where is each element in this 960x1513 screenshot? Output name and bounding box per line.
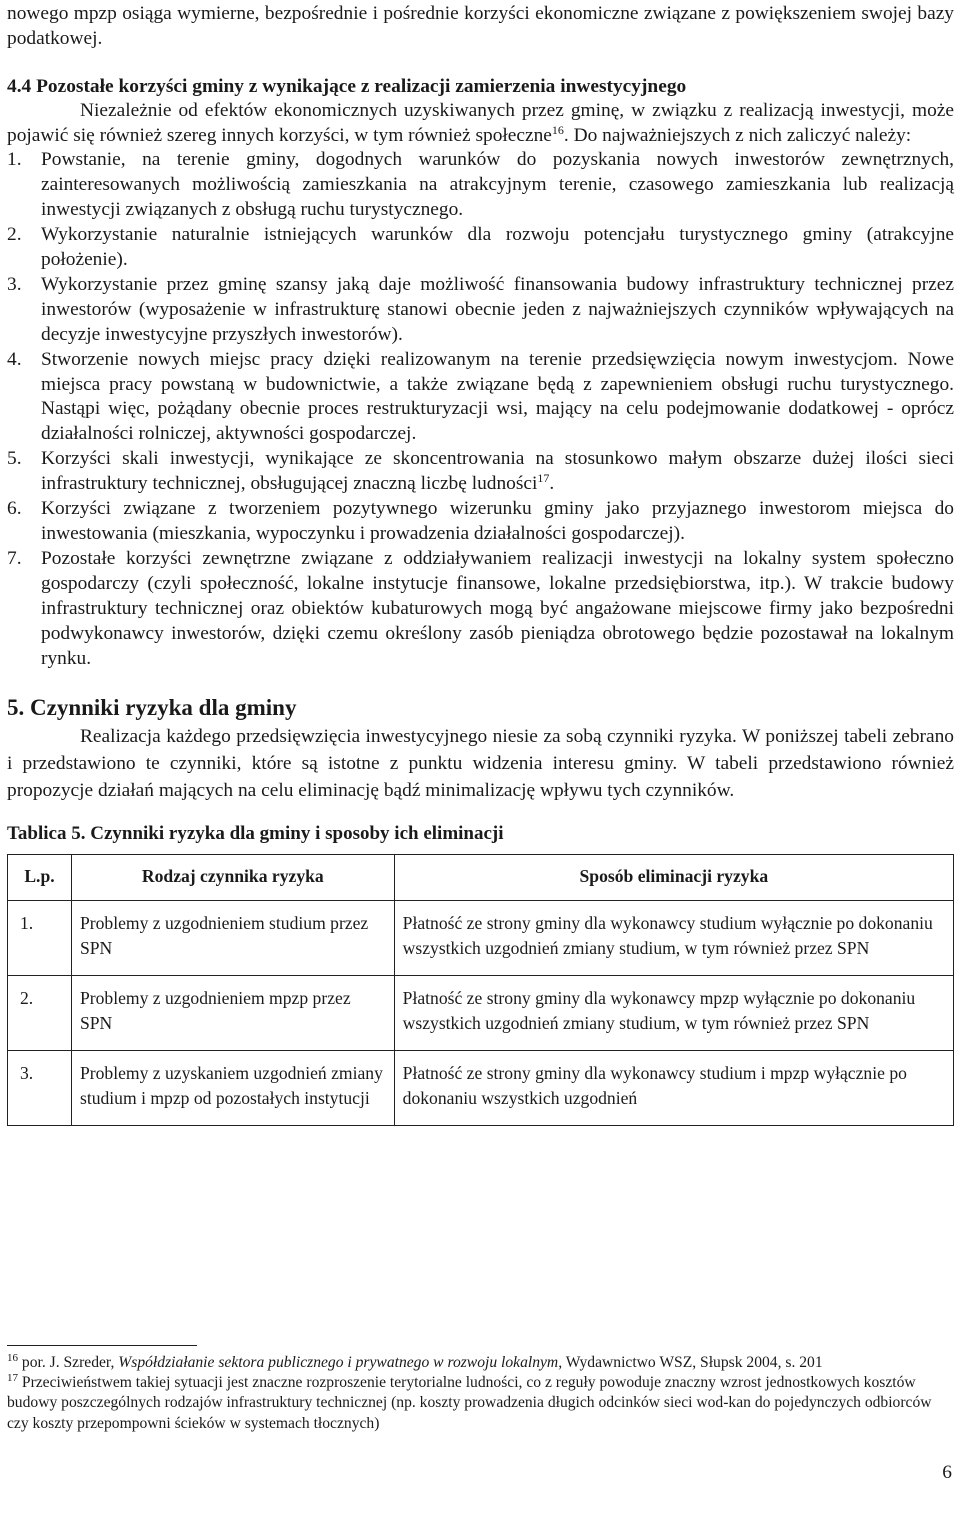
footnote-16: $^{16}$ por. J. Szreder, Współdziałanie sektora publicznego i prywatnego w rozwoju lokalnym, Wydawnictwo WSZ, Słupsk 2004, s. 201 (7, 1352, 823, 1371)
cited-title: Współdziałanie sektora publicznego i prywatnego w rozwoju lokalnym, (118, 1354, 563, 1371)
risk-factor: Problemy z uzgodnieniem mpzp przez SPN (71, 976, 394, 1051)
footnote-divider (7, 1345, 197, 1346)
intro-paragraph: nowego mpzp osiąga wymierne, bezpośrednie i pośrednie korzyści ekonomiczne związane z powiększeniem swojej bazy podatkowej. (7, 3, 954, 49)
section-5-heading: 5. Czynniki ryzyka dla gminy (7, 695, 297, 721)
page-number: 6 (942, 1462, 952, 1483)
list-item: 2. Wykorzystanie naturalnie istniejących warunków dla rozwoju potencjału turystycznego gminy (atrakcyjne położenie). (7, 224, 954, 270)
table-row (8, 901, 954, 976)
list-item: 5. Korzyści skali inwestycji, wynikające ze skoncentrowania na stosunkowo małym obszarze dużej ilości sieci infrastruktury technicznej, obsługującej znaczną liczbę ludności$^{17}$. (7, 448, 954, 495)
elimination-method: Płatność ze strony gminy dla wykonawcy studium wyłącznie po dokonaniu wszystkich uzgodnień zmiany studium, w tym również przez SPN (394, 901, 953, 976)
section-5-paragraph: Realizacja każdego przedsięwzięcia inwestycyjnego niesie za sobą czynniki ryzyka. W poniższej tabeli zebrano i przedstawiono te czynniki, które są istotne z punktu widzenia interesu gminy. W tabeli przedstawiono również propozycje działań mających na celu eliminację bądź minimalizację wpływu tych czynników. (7, 726, 954, 802)
benefits-list (7, 148, 954, 671)
paragraph-text-end: . Do najważniejszych z nich zaliczyć należy: (563, 124, 912, 146)
row-number: 3. (8, 1051, 72, 1126)
risk-factor: Problemy z uzyskaniem uzgodnień zmiany studium i mpzp od pozostałych instytucji (71, 1051, 394, 1126)
risk-factor: Problemy z uzgodnieniem studium przez SPN (71, 901, 394, 976)
list-item: 4. Stworzenie nowych miejsc pracy dzięki realizowanym na terenie przedsięwzięcia nowym inwestycjom. Nowe miejsca pracy powstaną w budownictwie, a także związane będą z zapewnieniem obsługi ruchu turystycznego. Nastąpi więc, pożądany obecnie proces restrukturyzacji wsi, mający na celu podejmowanie dodatkowej - oprócz działalności rolniczej, aktywności gospodarczej. (7, 348, 954, 445)
section-4-4-heading: 4.4 Pozostałe korzyści gminy z wynikające z realizacji zamierzenia inwestycyjnego (7, 76, 687, 98)
footnote-ref-16[interactable]: 16 (551, 122, 564, 137)
list-item: 6. Korzyści związane z tworzeniem pozytywnego wizerunku gminy jako przyjaznego inwestorom miejsca do inwestowania (mieszkania, wypoczynku i prowadzenia działalności gospodarczej). (7, 498, 954, 544)
row-number: 2. (8, 976, 72, 1051)
elimination-method: Płatność ze strony gminy dla wykonawcy mpzp wyłącznie po dokonaniu wszystkich uzgodnień zmiany studium, w tym również przez SPN (394, 976, 953, 1051)
table-row (8, 1051, 954, 1126)
paragraph-text: Niezależnie od efektów ekonomicznych uzyskiwanych przez gminę, w związku z realizacją inwestycji, może pojawić się również szereg innych korzyści, w tym również społeczne (7, 100, 954, 146)
footnote-17: $^{17}$ Przeciwieństwem takiej sytuacji jest znaczne rozproszenie terytorialne ludności, co z reguły powoduje znaczny wzrost jednostkowych kosztów budowy poszczególnych rodzajów infrastruktury technicznej (np. koszty prowadzenia długich odcinków sieci wod-kan do pojedynczych odbiorców czy koszty przepompowni ścieków w systemach tłocznych) (7, 1372, 932, 1432)
footnotes (7, 1353, 954, 1434)
table-caption: Tablica 5. Czynniki ryzyka dla gminy i sposoby ich eliminacji (7, 823, 504, 845)
list-item: 3. Wykorzystanie przez gminę szansy jaką daje możliwość finansowania budowy infrastruktury technicznej przez inwestorów (wyposażenie w infrastrukturę stanowi obecnie jeden z najważniejszych czynników wpływających na decyzje inwestycyjne przyszłych inwestorów). (7, 273, 954, 345)
column-header-method: Sposób eliminacji ryzyka (394, 855, 953, 901)
risk-table (7, 854, 954, 1126)
footnote-ref-17[interactable]: 17 (537, 471, 550, 486)
table-header-row (8, 855, 954, 901)
list-item: 7. Pozostałe korzyści zewnętrzne związane z oddziaływaniem realizacji inwestycji na lokalny system społeczno gospodarczy (czyli społeczność, lokalne instytucje finansowe, lokalne przedsiębiorstwa, itp.). W trakcie budowy infrastruktury technicznej oraz obiektów kubaturowych mogą być angażowane miejscowe firmy jako bezpośredni podwykonawcy inwestorów, dzięki czemu określony zasób pieniądza obrotowego będzie pozostawał na lokalnym rynku. (7, 547, 954, 669)
section-4-4-paragraph (7, 99, 954, 148)
row-number: 1. (8, 901, 72, 976)
column-header-lp: L.p. (8, 855, 72, 901)
column-header-risk: Rodzaj czynnika ryzyka (71, 855, 394, 901)
table-row (8, 976, 954, 1051)
elimination-method: Płatność ze strony gminy dla wykonawcy studium i mpzp wyłącznie po dokonaniu wszystkich uzgodnień (394, 1051, 953, 1126)
list-item: 1. Powstanie, na terenie gminy, dogodnych warunków do pozyskania nowych inwestorów zewnętrznych, zainteresowanych możliwością zamieszkania na atrakcyjnym terenie, czasowego zamieszkania lub realizacją inwestycji związanych z obsługą ruchu turystycznego. (7, 149, 954, 221)
